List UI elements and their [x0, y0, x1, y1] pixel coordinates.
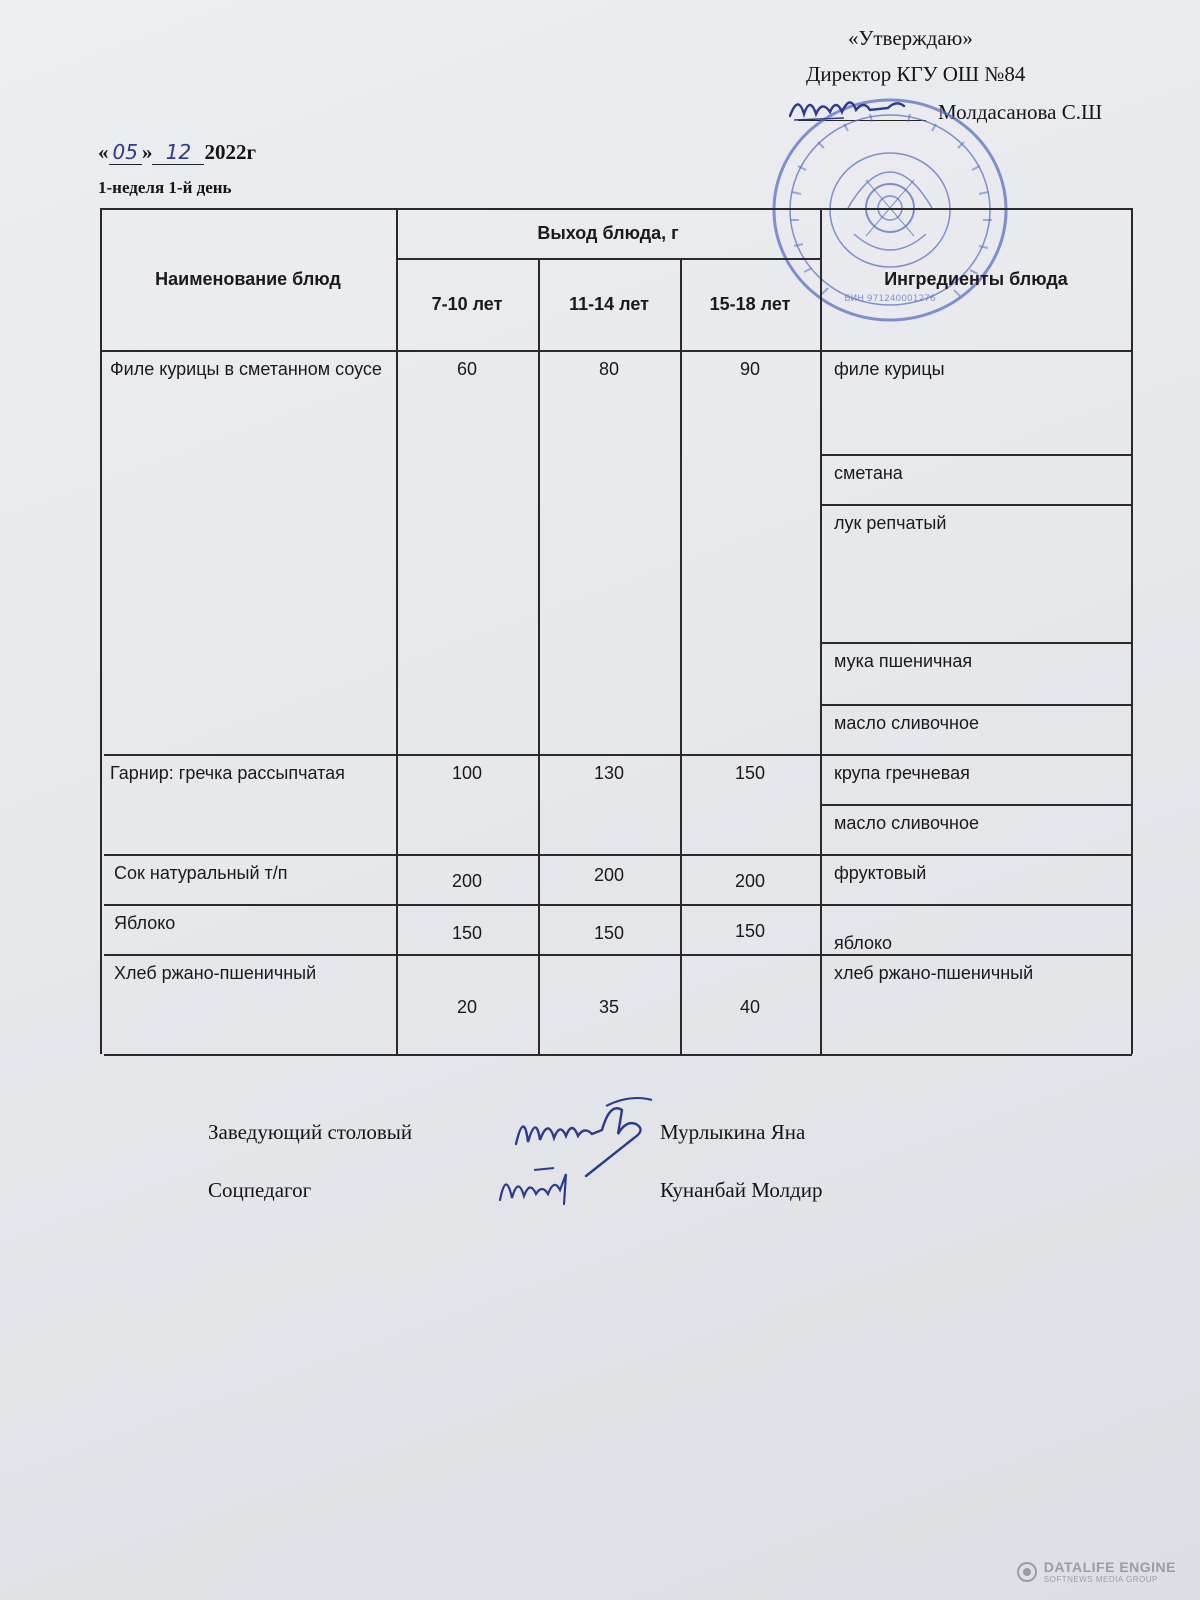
value-7-10: 60	[456, 359, 478, 379]
date-open-quote: «	[98, 140, 109, 164]
watermark-main-text: DATALIFE ENGINE	[1043, 1559, 1176, 1575]
dish-name: Сок натуральный т/п	[114, 863, 288, 883]
header-ingredients: Ингредиенты блюда	[884, 269, 1068, 289]
table-line	[820, 208, 822, 1054]
svg-text:БИН 971240001276: БИН 971240001276	[844, 294, 936, 304]
value-15-18: 90	[739, 359, 761, 379]
value-11-14: 150	[593, 923, 625, 943]
value-11-14: 35	[598, 997, 620, 1017]
header-output: Выход блюда, г	[537, 223, 679, 243]
dish-name: Хлеб ржано-пшеничный	[114, 963, 317, 983]
table-border-bottom	[104, 1054, 1132, 1056]
ingredient: мука пшеничная	[834, 651, 973, 671]
value-15-18: 200	[734, 871, 766, 891]
ingredient: сметана	[834, 463, 903, 483]
ingredient: масло сливочное	[834, 713, 979, 733]
table-line	[104, 954, 1132, 956]
ingredient: яблоко	[834, 933, 893, 953]
value-11-14: 80	[598, 359, 620, 379]
table-line	[100, 350, 1132, 352]
signature-role: Заведующий столовый	[208, 1120, 413, 1144]
table-line	[538, 258, 540, 1054]
value-7-10: 150	[451, 923, 483, 943]
date-month: 12	[152, 140, 204, 165]
table-line	[680, 258, 682, 1054]
ingredient: филе курицы	[834, 359, 945, 379]
watermark-sub-text: SOFTNEWS MEDIA GROUP	[1043, 1575, 1158, 1584]
table-line	[820, 504, 1132, 506]
watermark	[1016, 1559, 1176, 1584]
value-11-14: 130	[593, 763, 625, 783]
table-line	[820, 704, 1132, 706]
table-line	[820, 454, 1132, 456]
header-age-11-14: 11-14 лет	[569, 294, 649, 314]
director-name: Молдасанова С.Ш	[938, 100, 1103, 124]
header-age-15-18: 15-18 лет	[709, 294, 791, 314]
ingredient: фруктовый	[834, 863, 927, 883]
table-line	[396, 208, 398, 1054]
table-line	[104, 904, 1132, 906]
ingredient: лук репчатый	[834, 513, 947, 533]
value-7-10: 100	[451, 763, 483, 783]
ingredient: хлеб ржано-пшеничный	[834, 963, 1034, 983]
table-line	[104, 854, 1132, 856]
table-border-top	[100, 208, 1132, 210]
dish-name: Филе курицы в сметанном соусе	[110, 359, 382, 379]
approval-title: «Утверждаю»	[848, 26, 973, 50]
value-7-10: 200	[451, 871, 483, 891]
date-year: 2022г	[204, 140, 256, 164]
table-line	[820, 642, 1132, 644]
table-border-right	[1131, 208, 1133, 1054]
date-close-quote: »	[141, 140, 153, 164]
director-title: Директор КГУ ОШ №84	[806, 62, 1026, 86]
header-dish-name: Наименование блюд	[155, 269, 341, 289]
value-7-10: 20	[456, 997, 478, 1017]
ingredient: крупа гречневая	[834, 763, 970, 783]
table-line	[820, 804, 1132, 806]
table-border-left	[100, 208, 102, 1054]
social-teacher-signature	[494, 1160, 584, 1220]
value-11-14: 200	[593, 865, 625, 885]
date-day: 05	[109, 140, 142, 165]
signature-name: Кунанбай Молдир	[660, 1178, 823, 1202]
signature-role: Соцпедагог	[208, 1178, 312, 1202]
dish-name: Гарнир: гречка рассыпчатая	[110, 763, 345, 783]
value-15-18: 150	[734, 921, 766, 941]
week-day-label: 1-неделя 1-й день	[98, 178, 232, 197]
dish-name: Яблоко	[114, 913, 176, 933]
signature-name: Мурлыкина Яна	[660, 1120, 806, 1144]
value-15-18: 40	[739, 997, 761, 1017]
ingredient: масло сливочное	[834, 813, 979, 833]
table-line	[396, 258, 820, 260]
header-age-7-10: 7-10 лет	[431, 294, 503, 314]
table-line	[104, 754, 1132, 756]
value-15-18: 150	[734, 763, 766, 783]
datalife-logo-icon	[1016, 1561, 1038, 1583]
